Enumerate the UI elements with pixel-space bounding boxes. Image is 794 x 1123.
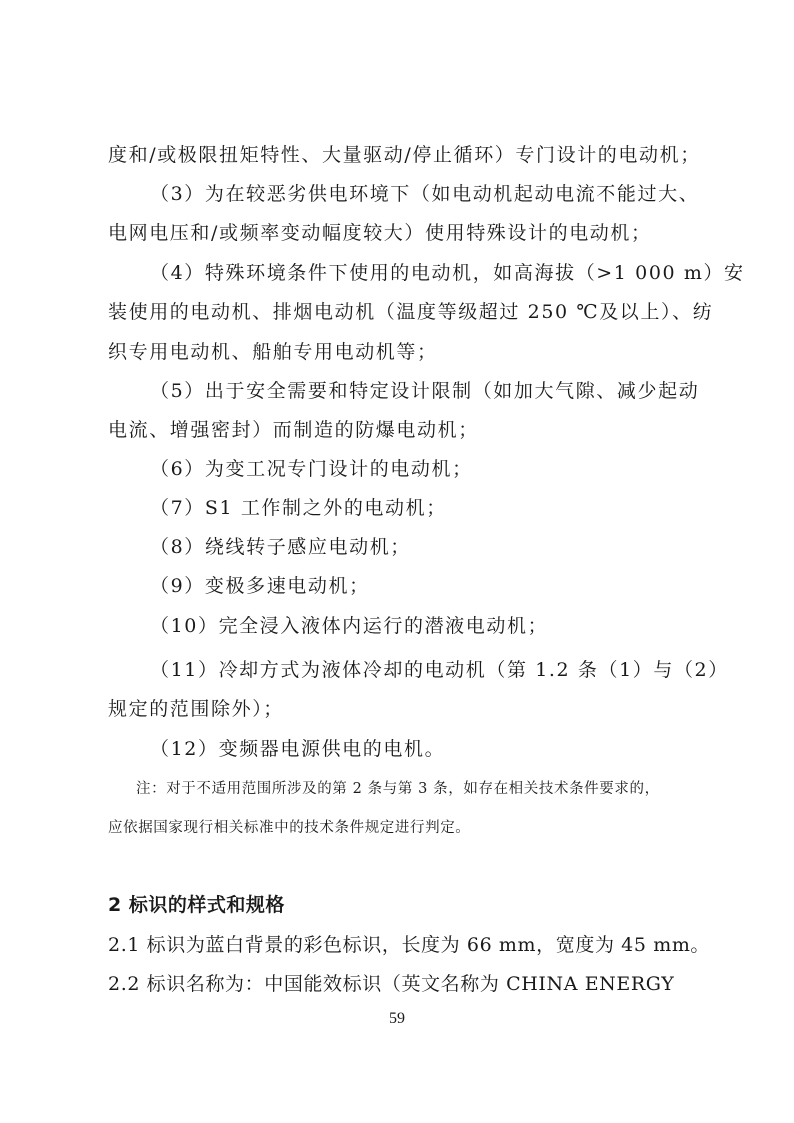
list-item-10: （10）完全浸入液体内运行的潜液电动机；	[150, 615, 549, 637]
list-item-8: （8）绕线转子感应电动机；	[150, 536, 411, 558]
list-item-11-line-2: 规定的范围除外）；	[108, 698, 284, 720]
list-item-4-line-2: 装使用的电动机、排烟电动机（温度等级超过 250 ℃及以上）、纺	[108, 301, 714, 323]
section-2-heading: 2 标识的样式和规格	[108, 894, 285, 916]
list-item-7: （7）S1 工作制之外的电动机；	[150, 497, 447, 519]
list-item-6: （6）为变工况专门设计的电动机；	[150, 458, 473, 480]
note-line-2: 应依据国家现行相关标准中的技术条件规定进行判定。	[108, 820, 471, 836]
list-item-3-line-2: 电网电压和/或频率变动幅度较大）使用特殊设计的电动机；	[108, 222, 652, 244]
list-item-12: （12）变频器电源供电的电机。	[150, 738, 446, 760]
list-item-5-line-1: （5）出于安全需要和特定设计限制（如加大气隙、减少起动	[150, 380, 700, 402]
body-line-1: 度和/或极限扭矩特性、大量驱动/停止循环）专门设计的电动机；	[108, 144, 701, 166]
list-item-4-line-1: （4）特殊环境条件下使用的电动机，如高海拔（>1 000 m）安	[150, 262, 745, 284]
list-item-11-line-1: （11）冷却方式为液体冷却的电动机（第 1.2 条（1）与（2）	[150, 659, 729, 681]
section-2-2-text: 2.2 标识名称为：中国能效标识（英文名称为 CHINA ENERGY	[108, 973, 675, 995]
section-2-1-text: 2.1 标识为蓝白背景的彩色标识，长度为 66 mm，宽度为 45 mm。	[108, 934, 711, 956]
note-line-1: 注：对于不适用范围所涉及的第 2 条与第 3 条，如存在相关技术条件要求的，	[136, 781, 660, 797]
list-item-3-line-1: （3）为在较恶劣供电环境下（如电动机起动电流不能过大、	[150, 183, 700, 205]
page-number: 59	[389, 1010, 405, 1027]
list-item-9: （9）变极多速电动机；	[150, 575, 370, 597]
list-item-4-line-3: 织专用电动机、船舶专用电动机等；	[108, 341, 438, 363]
list-item-5-line-2: 电流、增强密封）而制造的防爆电动机；	[108, 419, 479, 441]
